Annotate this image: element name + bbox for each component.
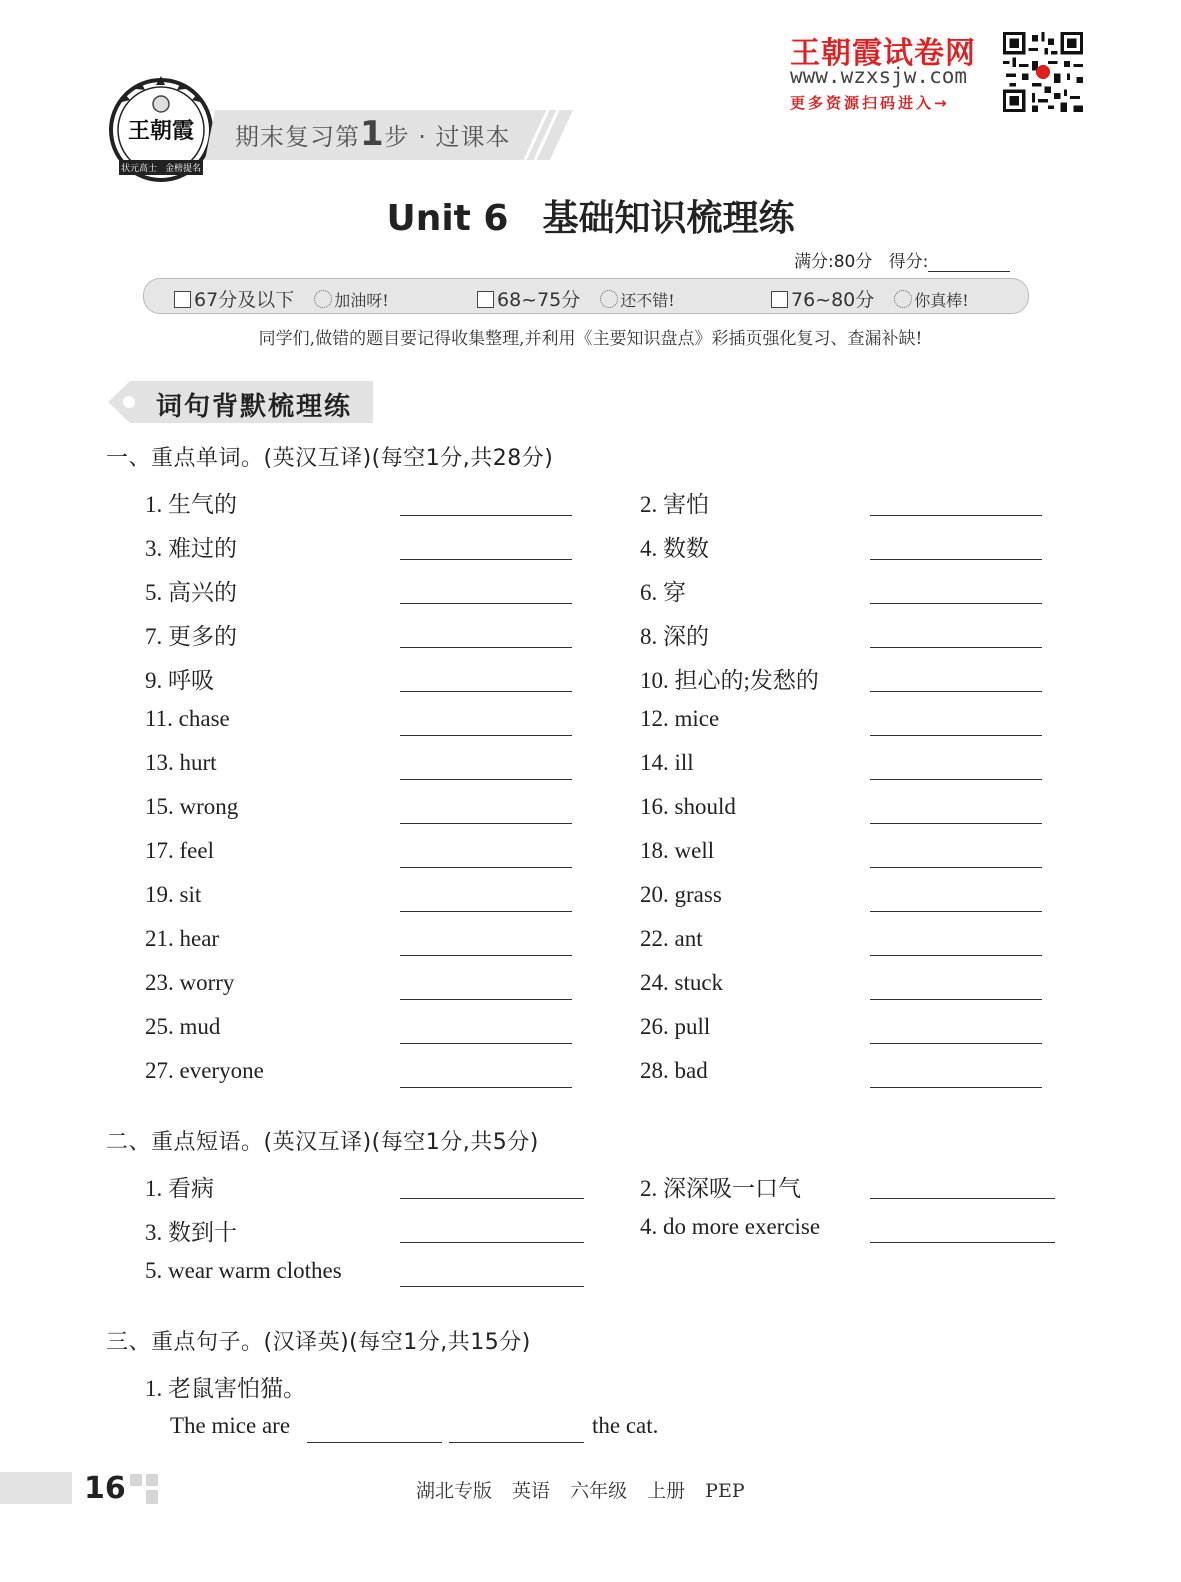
brand-name[interactable]: 王朝霞试卷网	[790, 36, 976, 71]
unit-label: Unit 6	[386, 198, 509, 239]
list-item: 1. 生气的	[145, 492, 237, 517]
answer-blank[interactable]	[400, 1197, 584, 1199]
smile-face-icon	[600, 290, 618, 308]
list-item: 5. wear warm clothes	[145, 1258, 342, 1283]
answer-blank[interactable]	[870, 690, 1042, 692]
answer-blank[interactable]	[870, 822, 1042, 824]
answer-blank[interactable]	[870, 866, 1042, 868]
answer-blank[interactable]	[400, 998, 572, 1000]
sentence-prompt: 1. 老鼠害怕猫。	[145, 1376, 306, 1401]
grade-range: 68~75分	[497, 289, 581, 311]
answer-blank[interactable]	[400, 558, 572, 560]
list-item: 2. 深深吸一口气	[640, 1176, 801, 1201]
qr-code-icon[interactable]	[1003, 32, 1083, 112]
answer-blank[interactable]	[400, 514, 572, 516]
list-item: 27. everyone	[145, 1058, 264, 1083]
list-item: 4. do more exercise	[640, 1214, 821, 1239]
logo-motto-left: 状元高士	[120, 164, 158, 174]
list-item: 23. worry	[145, 970, 235, 995]
list-item: 1. 看病	[145, 1176, 214, 1201]
score-blank[interactable]	[928, 253, 1010, 272]
answer-blank[interactable]	[870, 646, 1042, 648]
logo-motto-right: 金榜提名	[164, 164, 202, 174]
sentence-end: the cat.	[592, 1413, 659, 1438]
list-item: 17. feel	[145, 838, 214, 863]
answer-blank[interactable]	[870, 954, 1042, 956]
grade-checkbox[interactable]	[771, 291, 788, 308]
list-item: 15. wrong	[145, 794, 239, 819]
answer-blank[interactable]	[870, 998, 1042, 1000]
answer-blank[interactable]	[870, 910, 1042, 912]
brand-url[interactable]: www.wzxsjw.com	[790, 64, 968, 88]
grade-range: 67分及以下	[194, 289, 295, 311]
banner-prefix: 期末复习第	[235, 123, 360, 151]
wangzhaoxia-logo	[105, 72, 217, 184]
answer-blank[interactable]	[870, 1197, 1055, 1199]
answer-blank[interactable]	[400, 910, 572, 912]
brand-scan-text: 更多资源扫码进入→	[790, 94, 950, 112]
list-item: 19. sit	[145, 882, 202, 907]
grade-mid	[477, 285, 675, 312]
answer-blank[interactable]	[870, 558, 1042, 560]
list-item: 26. pull	[640, 1014, 711, 1039]
list-item: 5. 高兴的	[145, 580, 237, 605]
answer-blank[interactable]	[400, 866, 572, 868]
grade-cheer: 还不错!	[620, 291, 675, 310]
list-item: 10. 担心的;发愁的	[640, 668, 819, 693]
list-item: 24. stuck	[640, 970, 724, 995]
grade-cheer: 你真棒!	[914, 291, 969, 310]
answer-blank[interactable]	[870, 1241, 1055, 1243]
answer-blank[interactable]	[400, 822, 572, 824]
grade-checkbox[interactable]	[174, 291, 191, 308]
answer-blank[interactable]	[870, 602, 1042, 604]
list-item: 11. chase	[145, 706, 230, 731]
list-item: 21. hear	[145, 926, 220, 951]
list-item: 8. 深的	[640, 624, 709, 649]
full-score: 满分:80分	[794, 252, 873, 272]
answer-blank[interactable]	[449, 1441, 584, 1443]
grade-checkbox[interactable]	[477, 291, 494, 308]
answer-blank[interactable]	[870, 734, 1042, 736]
logo-name: 王朝霞	[127, 118, 195, 144]
list-item: 12. mice	[640, 706, 720, 731]
banner-title	[235, 114, 511, 154]
sentence-start: The mice are	[170, 1413, 291, 1438]
grade-cheer: 加油呀!	[334, 291, 389, 310]
q2-heading: 二、重点短语。(英汉互译)(每空1分,共5分)	[106, 1130, 539, 1155]
list-item: 25. mud	[145, 1014, 221, 1039]
score-line	[794, 247, 1010, 272]
q3-heading: 三、重点句子。(汉译英)(每空1分,共15分)	[106, 1330, 531, 1355]
answer-blank[interactable]	[870, 514, 1042, 516]
answer-blank[interactable]	[400, 602, 572, 604]
answer-blank[interactable]	[870, 1086, 1042, 1088]
list-item: 14. ill	[640, 750, 694, 775]
answer-blank[interactable]	[307, 1441, 442, 1443]
q1-heading: 一、重点单词。(英汉互译)(每空1分,共28分)	[106, 446, 554, 471]
list-item: 3. 难过的	[145, 536, 237, 561]
grade-high	[771, 285, 969, 312]
got-score-label: 得分:	[888, 252, 929, 272]
answer-blank[interactable]	[870, 1042, 1042, 1044]
star-face-icon	[894, 290, 912, 308]
list-item: 6. 穿	[640, 580, 686, 605]
list-item: 4. 数数	[640, 536, 709, 561]
answer-blank[interactable]	[400, 646, 572, 648]
grade-low	[174, 285, 389, 312]
section-title: 词句背默梳理练	[156, 392, 353, 422]
list-item: 7. 更多的	[145, 624, 237, 649]
answer-blank[interactable]	[400, 778, 572, 780]
answer-blank[interactable]	[870, 778, 1042, 780]
grade-range: 76~80分	[791, 289, 875, 311]
banner-suffix: 步 · 过课本	[384, 123, 511, 151]
reminder-text: 同学们,做错的题目要记得收集整理,并利用《主要知识盘点》彩插页强化复习、查漏补缺!	[258, 329, 923, 349]
page-number: 16	[84, 1471, 126, 1506]
answer-blank[interactable]	[400, 1285, 584, 1287]
footer-decoration	[130, 1474, 158, 1504]
footer-bar	[0, 1472, 72, 1504]
list-item: 2. 害怕	[640, 492, 709, 517]
page-title	[0, 190, 1181, 241]
list-item: 9. 呼吸	[145, 668, 214, 693]
list-item: 16. should	[640, 794, 736, 819]
list-item: 22. ant	[640, 926, 703, 951]
answer-blank[interactable]	[400, 954, 572, 956]
footer-info: 湖北专版 英语 六年级 上册 PEP	[416, 1480, 745, 1502]
answer-blank[interactable]	[400, 734, 572, 736]
answer-blank[interactable]	[400, 1042, 572, 1044]
banner-step: 1	[360, 114, 385, 154]
cheer-face-icon	[314, 290, 332, 308]
answer-blank[interactable]	[400, 1086, 572, 1088]
answer-blank[interactable]	[400, 690, 572, 692]
subject-label: 基础知识梳理练	[542, 198, 795, 239]
list-item: 28. bad	[640, 1058, 708, 1083]
list-item: 3. 数到十	[145, 1220, 237, 1245]
list-item: 18. well	[640, 838, 715, 863]
answer-blank[interactable]	[400, 1241, 584, 1243]
list-item: 13. hurt	[145, 750, 217, 775]
list-item: 20. grass	[640, 882, 722, 907]
